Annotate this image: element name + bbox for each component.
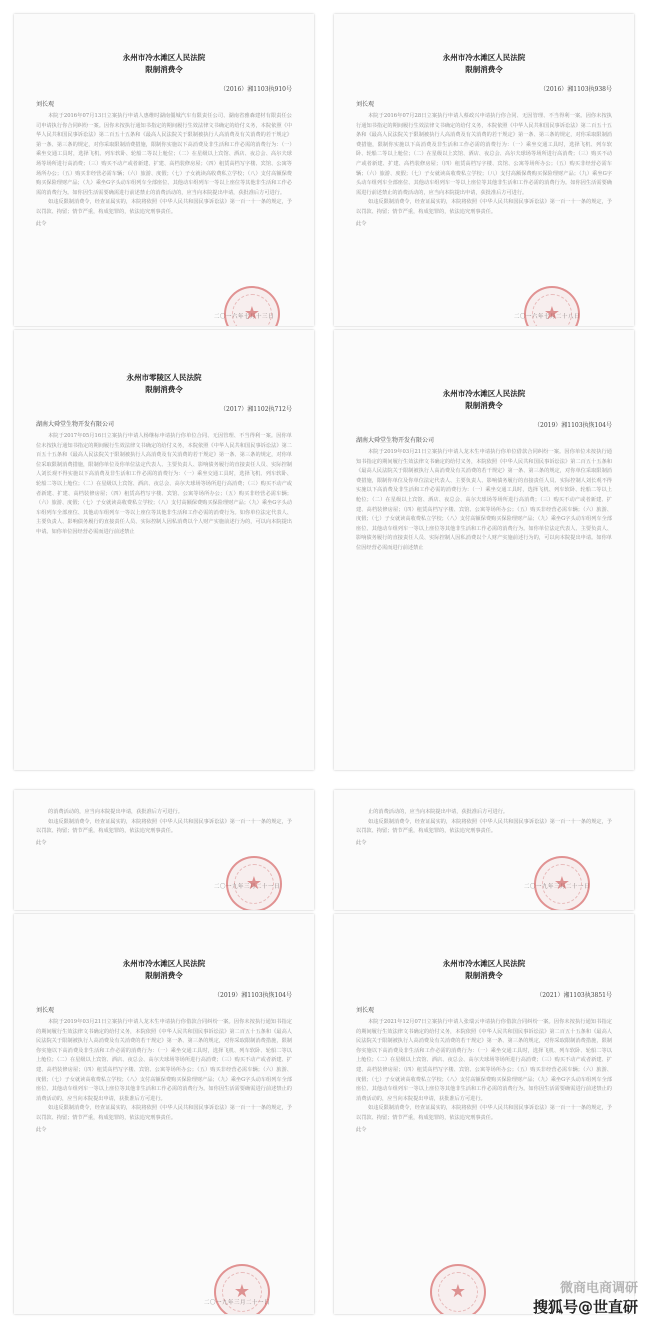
order-paragraph: 的消费活动的，应当向本院提出申请，获批准后方可进行。 <box>48 809 183 815</box>
party-name: 刘长观 <box>36 1007 55 1014</box>
order-title: 限制消费令 <box>145 385 183 394</box>
court-seal-icon: ★ <box>524 286 580 326</box>
order-body <box>36 432 292 538</box>
order-paragraph: 本院于2016年07月13日立案执行申请人惠维时湖南僵城汽车有限责任公司、湖南省雅森建材有限责任公司申请执行你合同纠纷一案。因你未按执行通知书指定的期间履行生效法律文书确定的给付义务，本院依照《中华人民共和国民事诉讼法》第二百五十五条和《最高人民法院关于限制被执行人高消费及有关消费的若干规定》第一条、第三条的规定，对你采取限制消费措施，限制你实施以下高消费及非生活和工作必需的消费行为：（一）乘坐交通工具时，选择飞机、列车软卧、轮船二等以上舱位；（二）在星级以上宾馆、酒店、夜总会、高尔夫球场等场所进行高消费；（三）购买不动产或者新建、扩建、高档装修房屋；（四）租赁高档写字楼、宾馆、公寓等场所办公；（五）购买非经营必需车辆；（六）旅游、度假；（七）子女就读高收费私立学校；（八）支付高额保费购买保险理财产品；（九）乘坐G字头动车组列车全部座位、其他动车组列车一等以上座位等其他非生活和工作必需的消费行为。如你因生活需要确需进行前述禁止的消费活动的，应当向本院提出申请，获批准后方可进行。 <box>36 113 292 196</box>
court-order-3 <box>14 330 314 770</box>
order-paragraph: 本院于2016年07月28日立案执行申请人蔡政兴申请执行你合同、无因管理、不当得利一案。因你未按执行通知书指定的期间履行生效法律文书确定的给付义务，本院依照《中华人民共和国民事诉讼法》第二百五十五条和《最高人民法院关于限制被执行人高消费及有关消费的若干规定》第一条、第三条的规定，对你采取限制消费措施，限制你实施以下高消费及非生活和工作必需的消费行为：（一）乘坐交通工具时，选择飞机、列车软卧、轮船二等以上舱位；（二）在星级以上宾馆、酒店、夜总会、高尔夫球场等场所进行高消费；（三）购买不动产或者新建、扩建、高档装修房屋；（四）租赁高档写字楼、宾馆、公寓等场所办公；（五）购买非经营必需车辆；（六）旅游、度假；（七）子女就读高收费私立学校；（八）支付高额保费购买保险理财产品；（九）乘坐G字头动车组列车全部座位、其他动车组列车一等以上座位等其他非生活和工作必需的消费行为。如你因生活需要确需进行前述禁止的消费活动的，应当向本院提出申请，获批准后方可进行。 <box>356 113 612 196</box>
court-name: 永州市冷水滩区人民法院 <box>122 53 206 62</box>
court-order-3-continued <box>14 790 314 910</box>
order-sign: 此令 <box>36 839 47 846</box>
court-order-5 <box>14 914 314 1314</box>
order-title: 限制消费令 <box>465 65 503 74</box>
order-sign: 此令 <box>36 1126 47 1133</box>
order-paragraph: 本院于2019年03月21日立案执行申请人龙木生申请执行你单位借款合同纠纷一案。因你单位未按执行通知书指定的期间履行生效法律文书确定的给付义务，本院依照《中华人民共和国民事诉讼法》第二百五十五条和《最高人民法院关于限制被执行人高消费及有关消费的若干规定》第一条、第三条的规定，对你单位采取限制消费措施，限制你单位及你单位法定代表人、主要负责人、影响债务履行的直接责任人员、实际控制人刘长观不得实施以下高消费及非生活和工作必需的消费行为：（一）乘坐交通工具时，选择飞机、列车软卧、轮船二等以上舱位；（二）在星级以上宾馆、酒店、夜总会、高尔夫球场等场所进行高消费；（三）购买不动产或者新建、扩建、高档装修房屋；（四）租赁高档写字楼、宾馆、公寓等场所办公；（五）购买非经营必需车辆；（六）旅游、度假；（七）子女就读高收费私立学校；（八）支付高额保费购买保险理财产品；（九）乘坐G字头动车组列车全部座位、其他动车组列车一等以上座位等其他非生活和工作必需的消费行为。如你单位法定代表人、主要负责人、影响债务履行的直接责任人员、实际控制人因私消费以个人财产实施前述行为的，可以向本院提出申请。如你单位因经营必需而进行前述禁止 <box>356 449 612 551</box>
order-body <box>36 808 292 837</box>
court-seal-icon: ★ <box>214 1264 270 1314</box>
court-order-4 <box>334 330 634 770</box>
case-number: （2016）湘1103执938号 <box>540 86 612 93</box>
order-paragraph: 如违反限制消费令，经查证属实的，本院将依照《中华人民共和国民事诉讼法》第一百一十一条的规定，予以罚款、拘留；情节严重，构成犯罪的，依法追究刑事责任。 <box>356 818 612 835</box>
order-sign: 此令 <box>356 220 367 227</box>
order-paragraph: 本院于2019年03月21日立案执行申请人龙木生申请执行你借款合同纠纷一案。因你未按执行通知书指定的期间履行生效法律文书确定的给付义务，本院依照《中华人民共和国民事诉讼法》第二百五十五条和《最高人民法院关于限制被执行人高消费及有关消费的若干规定》第一条、第三条的规定，对你采取限制消费措施，限制你实施以下高消费及非生活和工作必需的消费行为：（一）乘坐交通工具时，选择飞机、列车软卧、轮船二等以上舱位；（二）在星级以上宾馆、酒店、夜总会、高尔夫球场等场所进行高消费；（三）购买不动产或者新建、扩建、高档装修房屋；（四）租赁高档写字楼、宾馆、公寓等场所办公；（五）购买非经营必需车辆；（六）旅游、度假；（七）子女就读高收费私立学校；（八）支付高额保费购买保险理财产品；（九）乘坐G字头动车组列车全部座位、其他动车组列车一等以上座位等其他非生活和工作必需的消费行为。如你因生活需要确需进行前述禁止的消费活动的，应当向本院提出申请，获批准后方可进行。 <box>36 1019 292 1102</box>
order-sign: 此令 <box>356 839 367 846</box>
order-paragraph: 如违反限制消费令，经查证属实的，本院将依照《中华人民共和国民事诉讼法》第一百一十一条的规定，予以罚款、拘留；情节严重，构成犯罪的，依法追究刑事责任。 <box>356 199 612 215</box>
order-date: 二〇一六年七月二十八日 <box>514 314 581 320</box>
case-number: （2019）湘1103执恢104号 <box>214 992 292 999</box>
order-title: 限制消费令 <box>145 971 183 980</box>
order-title: 限制消费令 <box>465 401 503 410</box>
watermark-bottom-text: 搜狐号@世直研 <box>532 1298 638 1316</box>
party-name: 湖南大舜堂生物开发有限公司 <box>36 421 115 428</box>
order-date: 二〇一九年三月二十一日 <box>524 884 591 890</box>
court-order-2 <box>334 14 634 326</box>
order-paragraph: 止的消费活动的，应当向本院提出申请，获批准后方可进行。 <box>368 809 509 815</box>
order-date: 二〇一六年七月十三日 <box>214 314 275 320</box>
order-body <box>356 1018 612 1124</box>
order-title: 限制消费令 <box>145 65 183 74</box>
court-seal-icon: ★ <box>224 286 280 326</box>
party-name: 刘长观 <box>36 101 55 108</box>
order-body <box>356 112 612 218</box>
order-paragraph: 本院于2021年12月07日立案执行申请人张瑞云申请执行你借款合同纠纷一案。因你未按执行通知书指定的期间履行生效法律文书确定的给付义务，本院依照《中华人民共和国民事诉讼法》第二百五十五条和《最高人民法院关于限制被执行人高消费及有关消费的若干规定》第一条、第三条的规定，对你采取限制消费措施，限制你实施以下高消费及非生活和工作必需的消费行为：（一）乘坐交通工具时，选择飞机、列车软卧、轮船二等以上舱位；（二）在星级以上宾馆、酒店、夜总会、高尔夫球场等场所进行高消费；（三）购买不动产或者新建、扩建、高档装修房屋；（四）租赁高档写字楼、宾馆、公寓等场所办公；（五）购买非经营必需车辆；（六）旅游、度假；（七）子女就读高收费私立学校；（八）支付高额保费购买保险理财产品；（九）乘坐G字头动车组列车全部座位、其他动车组列车一等以上座位等其他非生活和工作必需的消费行为。如你因生活需要确需进行前述禁止的消费活动的，应当向本院提出申请，获批准后方可进行。 <box>356 1019 612 1102</box>
order-paragraph: 本院于2017年05月16日立案执行申请人杨继标申请执行你单位合同、无因管理、不当得利一案。因你单位未按执行通知书指定的期间履行生效法律文书确定的给付义务，本院依照《中华人民共和国民事诉讼法》第二百五十五条和《最高人民法院关于限制被执行人高消费及有关消费的若干规定》第一条、第三条的规定，对你单位采取限制消费措施，限制你单位及你单位法定代表人、主要负责人、影响债务履行的直接责任人员、实际控制人刘长观不得实施以下高消费及非生活和工作必需的消费行为：（一）乘坐交通工具时，选择飞机、列车软卧、轮船二等以上舱位；（二）在星级以上宾馆、酒店、夜总会、高尔夫球场等场所进行高消费；（三）购买不动产或者新建、扩建、高档装修房屋；（四）租赁高档写字楼、宾馆、公寓等场所办公；（五）购买非经营必需车辆；（六）旅游、度假；（七）子女就读高收费私立学校；（八）支付高额保费购买保险理财产品；（九）乘坐G字头动车组列车全部座位、其他动车组列车一等以上座位等其他非生活和工作必需的消费行为。如你单位法定代表人、主要负责人、影响债务履行的直接责任人员、实际控制人因私消费以个人财产实施前述行为的，可以向本院提出申请。如你单位因经营必需而进行前述禁止 <box>36 433 292 535</box>
case-number: （2016）湘1103执910号 <box>220 86 292 93</box>
order-sign: 此令 <box>356 1126 367 1133</box>
party-name: 刘长观 <box>356 1007 375 1014</box>
court-name: 永州市冷水滩区人民法院 <box>122 959 206 968</box>
court-name: 永州市冷水滩区人民法院 <box>442 53 526 62</box>
order-body <box>36 1018 292 1124</box>
court-order-1 <box>14 14 314 326</box>
case-number: （2021）湘1103执3851号 <box>536 992 612 999</box>
court-seal-icon: ★ <box>226 856 282 910</box>
court-name: 永州市冷水滩区人民法院 <box>442 389 526 398</box>
order-date: 二〇一九年三月二十一日 <box>204 1300 271 1306</box>
order-sign: 此令 <box>36 220 47 227</box>
court-seal-icon: ★ <box>430 1264 486 1314</box>
order-date: 二〇一九年三月二十一日 <box>214 884 281 890</box>
order-title: 限制消费令 <box>465 971 503 980</box>
watermark-top-text: 微商电商调研 <box>559 1281 638 1296</box>
order-body <box>356 808 612 837</box>
court-name: 永州市零陵区人民法院 <box>126 373 202 382</box>
party-name: 湖南大舜堂生物开发有限公司 <box>356 437 435 444</box>
court-seal-icon: ★ <box>534 856 590 910</box>
order-paragraph: 如违反限制消费令，经查证属实的，本院将依照《中华人民共和国民事诉讼法》第一百一十一条的规定，予以罚款、拘留；情节严重，构成犯罪的，依法追究刑事责任。 <box>36 199 292 215</box>
court-order-6 <box>334 914 634 1314</box>
order-paragraph: 如违反限制消费令，经查证属实的，本院将依照《中华人民共和国民事诉讼法》第一百一十一条的规定，予以罚款、拘留；情节严重，构成犯罪的，依法追究刑事责任。 <box>36 1105 292 1121</box>
case-number: （2017）湘1102执712号 <box>220 406 292 413</box>
watermark <box>533 1277 638 1317</box>
order-paragraph: 如违反限制消费令，经查证属实的，本院将依照《中华人民共和国民事诉讼法》第一百一十一条的规定，予以罚款、拘留；情节严重，构成犯罪的，依法追究刑事责任。 <box>356 1105 612 1121</box>
order-body <box>36 112 292 218</box>
court-order-4-continued <box>334 790 634 910</box>
order-body <box>356 448 612 554</box>
case-number: （2019）湘1103执恢104号 <box>534 422 612 429</box>
order-paragraph: 如违反限制消费令，经查证属实的，本院将依照《中华人民共和国民事诉讼法》第一百一十一条的规定，予以罚款、拘留；情节严重，构成犯罪的，依法追究刑事责任。 <box>36 818 292 835</box>
court-name: 永州市冷水滩区人民法院 <box>442 959 526 968</box>
party-name: 刘长观 <box>356 101 375 108</box>
